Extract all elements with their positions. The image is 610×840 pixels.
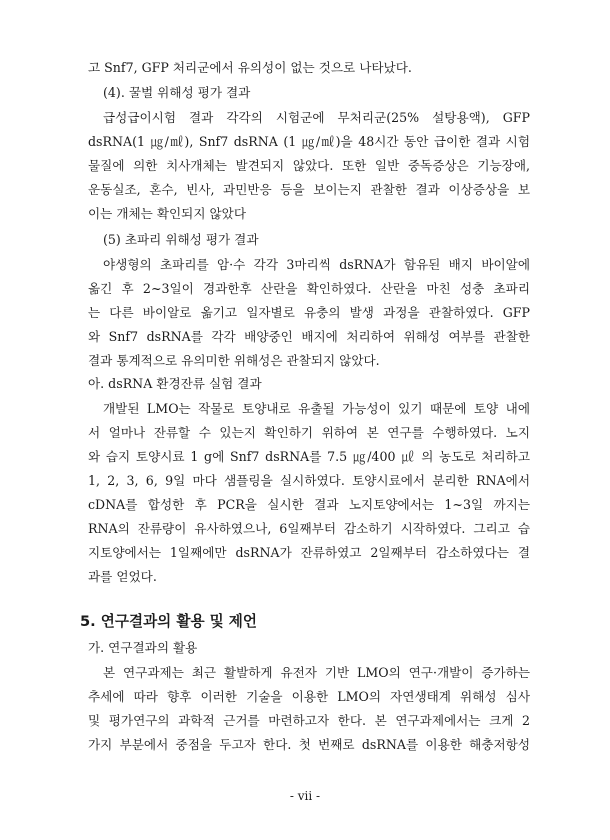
paragraph-line: 물질에 의한 치사개체는 발견되지 않았다. 또한 일반 중독증상은 기능장애,: [88, 158, 530, 173]
paragraph-line: 본 연구과제는 최근 활발하게 유전자 기반 LMO의 연구·개발이 증가하는: [103, 665, 530, 680]
page-number: - vii -: [289, 789, 321, 803]
chapter-heading: 5. 연구결과의 활용 및 제언: [80, 613, 257, 630]
paragraph-line: cDNA를 합성한 후 PCR을 실시한 결과 노지토양에서는 1~3일 까지는: [88, 497, 530, 512]
paragraph-line: 야생형의 초파리를 암·수 각각 3마리씩 dsRNA가 함유된 배지 바이알에: [103, 257, 530, 272]
paragraph-line: 지토양에서는 1일째에만 dsRNA가 잔류하였고 2일째부터 감소하였다는 결: [88, 545, 530, 560]
paragraph-line: 서 얼마나 잔류할 수 있는지 확인하기 위하여 본 연구를 수행하였다. 노지: [88, 425, 530, 440]
paragraph-line: 1, 2, 3, 6, 9일 마다 샘플링을 실시하였다. 토양시료에서 분리한 RNA에서: [88, 473, 530, 488]
paragraph-line: 와 습지 토양시료 1 g에 Snf7 dsRNA를 7.5 ㎍/400 ㎕ 의 농도로 처리하고: [88, 449, 530, 464]
paragraph-line: 과를 얻었다.: [88, 569, 157, 584]
paragraph-line: 와 Snf7 dsRNA를 각각 배양중인 배지에 처리하여 위해성 여부를 관찰한: [88, 329, 530, 344]
paragraph-line: 결과 통계적으로 유의미한 위해성은 관찰되지 않았다.: [88, 353, 380, 368]
paragraph-line: 옮긴 후 2~3일이 경과한후 산란을 확인하였다. 산란을 마친 성충 초파리: [88, 281, 530, 296]
paragraph-line: 급성급이시험 결과 각각의 시험군에 무처리군(25% 설탕용액), GFP: [103, 110, 530, 125]
paragraph-line: 추세에 따라 향후 이러한 기술을 이용한 LMO의 자연생태계 위해성 심사: [88, 689, 530, 704]
section-heading-dsrna: 아. dsRNA 환경잔류 실험 결과: [88, 376, 262, 391]
paragraph-line: 및 평가연구의 과학적 근거를 마련하고자 한다. 본 연구과제에서는 크게 2: [88, 713, 530, 728]
paragraph-line: 운동실조, 혼수, 빈사, 과민반응 등을 보이는지 관찰한 결과 이상증상을 보: [88, 182, 530, 197]
paragraph-line: RNA의 잔류량이 유사하였으나, 6일째부터 감소하기 시작하였다. 그리고 습: [88, 521, 530, 536]
paragraph-line: 이는 개체는 확인되지 않았다: [88, 206, 246, 221]
section-heading-bee: (4). 꿀벌 위해성 평가 결과: [103, 85, 251, 100]
sub-heading: 가. 연구결과의 활용: [88, 640, 198, 655]
paragraph-line: 개발된 LMO는 작물로 토양내로 유출될 가능성이 있기 때문에 토양 내에: [103, 401, 530, 416]
paragraph-line: 가지 부분에서 중점을 두고자 한다. 첫 번째로 dsRNA를 이용한 해충저항성: [88, 737, 530, 752]
paragraph-line: dsRNA(1 ㎍/㎖), Snf7 dsRNA (1 ㎍/㎖)을 48시간 동안 급이한 결과 시험: [88, 134, 530, 149]
section-heading-fly: (5) 초파리 위해성 평가 결과: [103, 232, 259, 247]
paragraph-line: 는 다른 바이알로 옮기고 일자별로 유충의 발생 과정을 관찰하였다. GFP: [88, 305, 530, 320]
paragraph-line: 고 Snf7, GFP 처리군에서 유의성이 없는 것으로 나타났다.: [88, 60, 412, 75]
